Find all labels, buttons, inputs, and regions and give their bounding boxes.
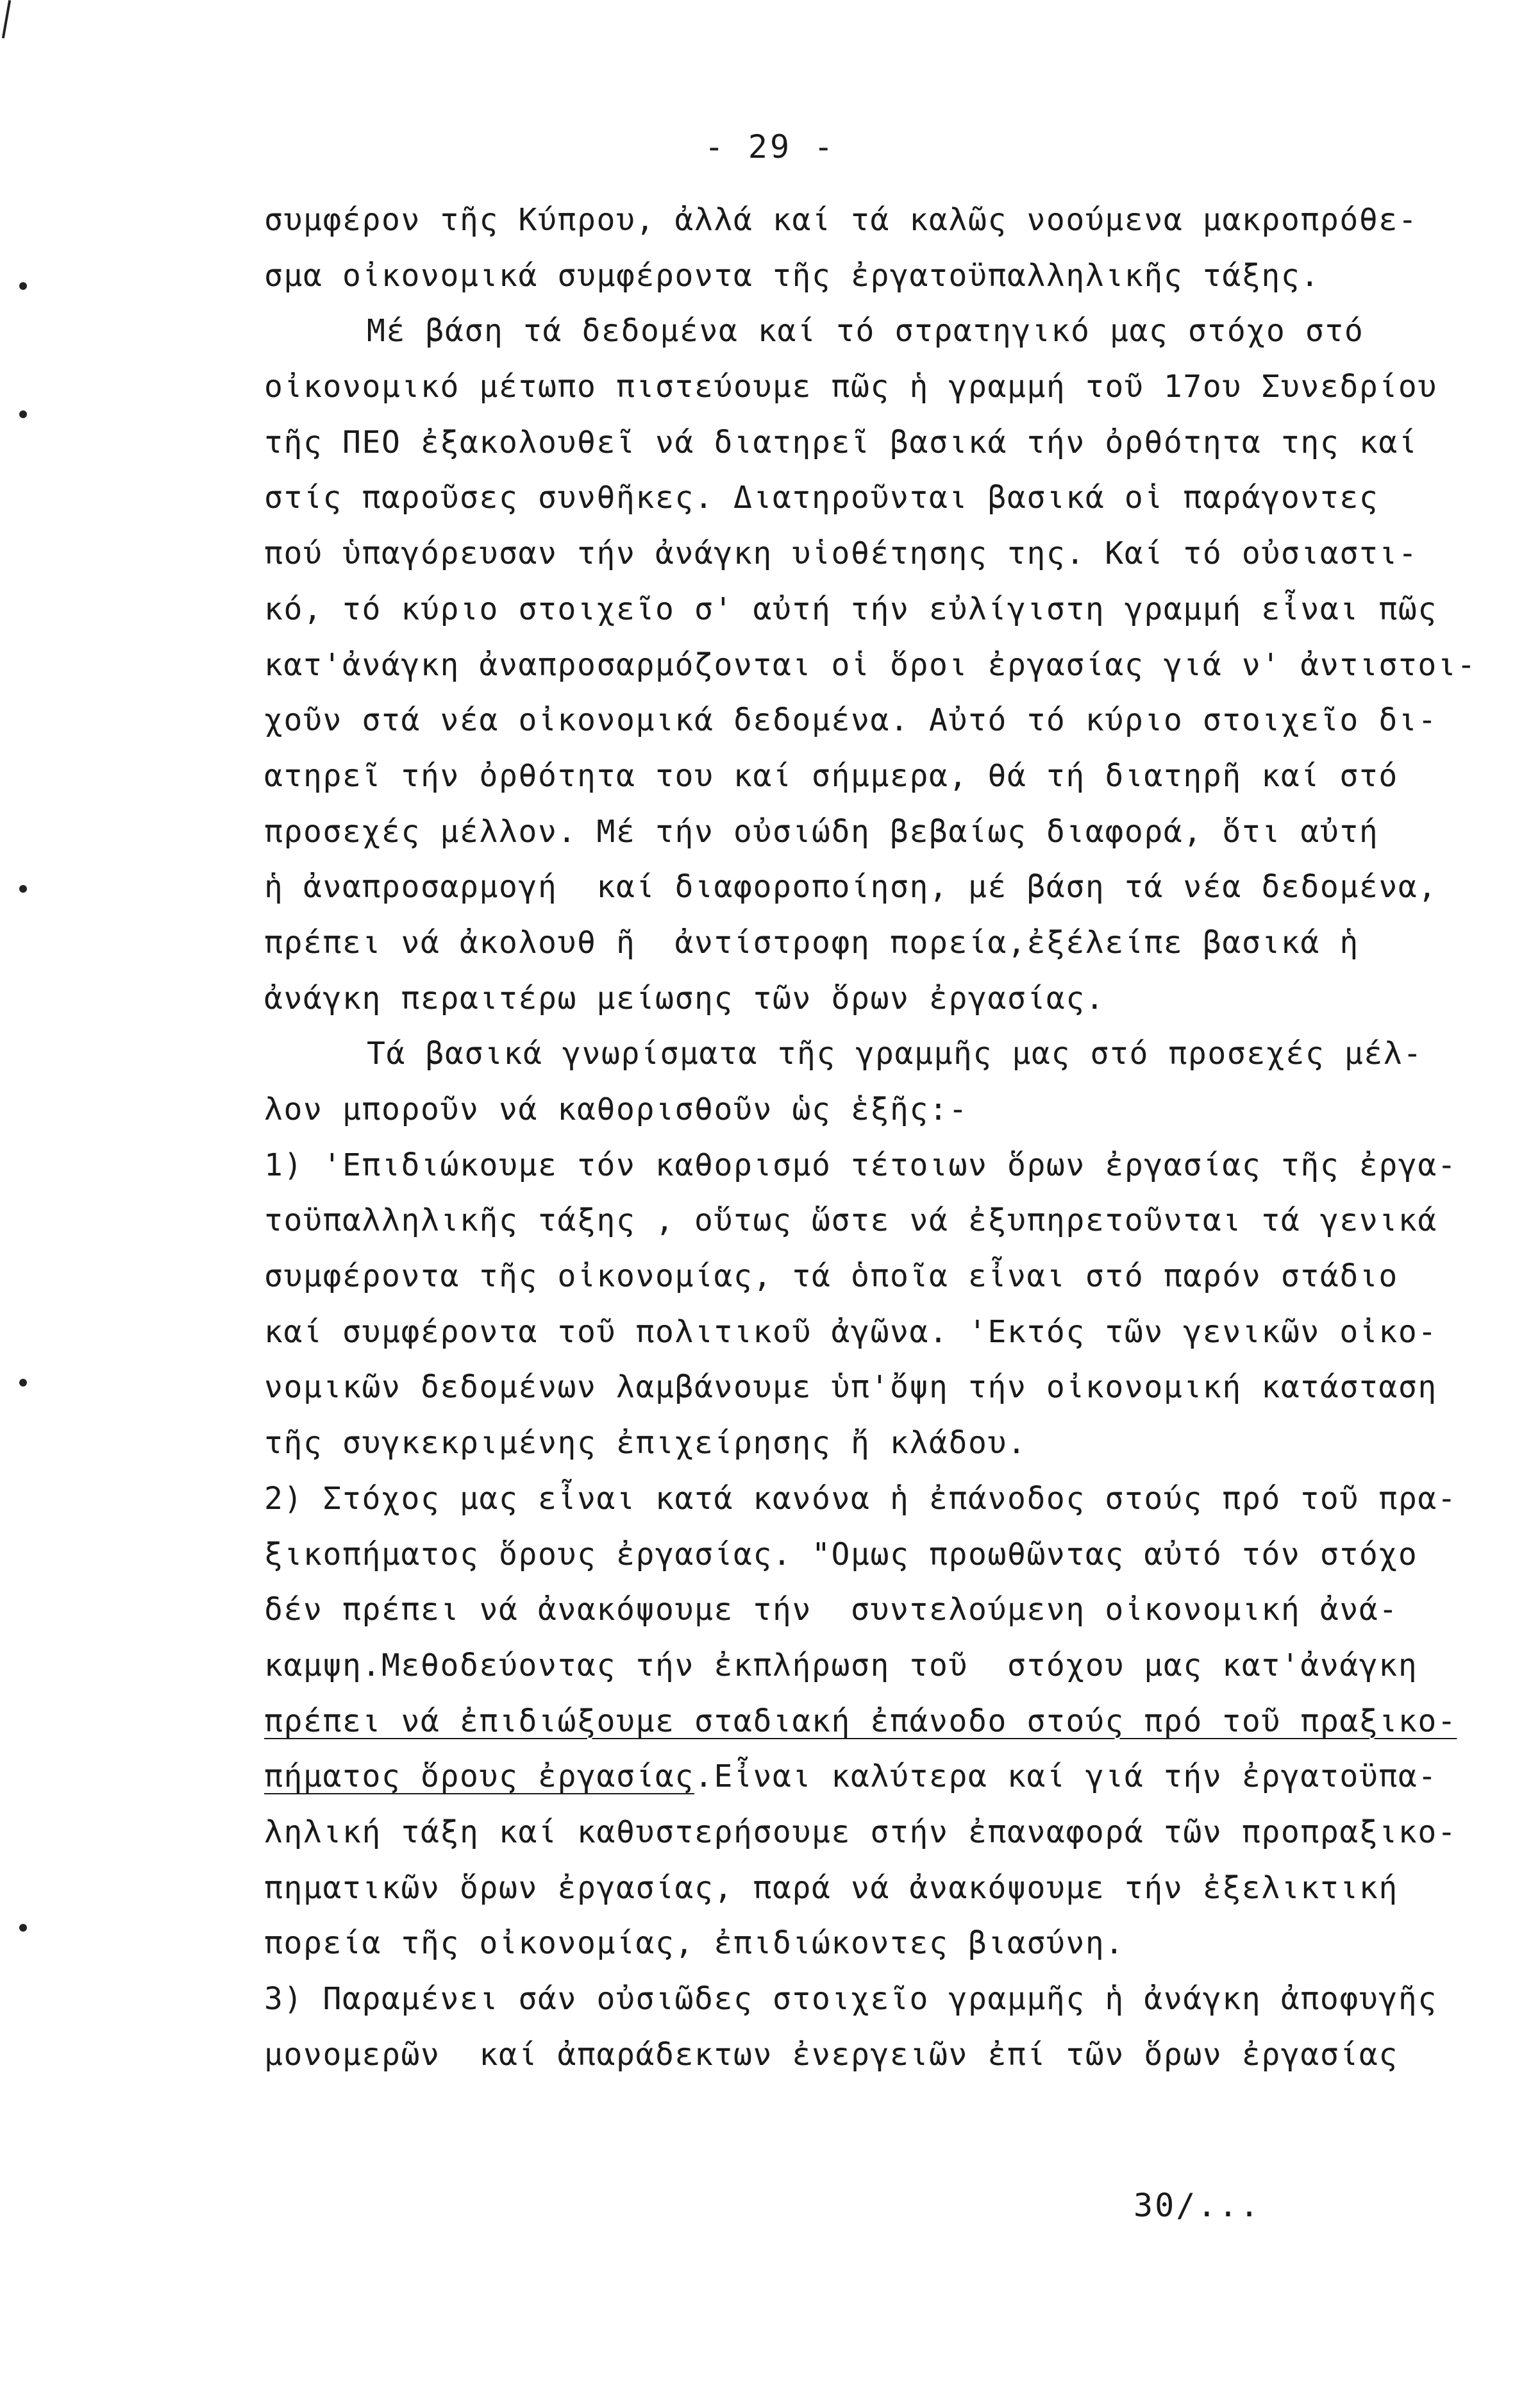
line-text: νομικῶν δεδομένων λαμβάνουμε ὑπ'ὄψη τήν οἰκονομική κατάσταση: [264, 1369, 1437, 1406]
line-text: στίς παροῦσες συνθῆκες. Διατηροῦνται βασικά οἱ παράγοντες: [264, 480, 1379, 516]
text-line: [264, 1527, 1482, 1583]
text-line: [264, 1971, 1482, 2027]
line-text: κό, τό κύριο στοιχεῖο σ' αὐτή τήν εὐλίγιστη γραμμή εἶναι πῶς: [264, 591, 1437, 627]
line-text: καί συμφέροντα τοῦ πολιτικοῦ ἀγῶνα. 'Εκτός τῶν γενικῶν οἰκο-: [264, 1313, 1437, 1350]
text-line: [264, 915, 1482, 971]
line-text: συμφέρον τῆς Κύπρου, ἀλλά καί τά καλῶς νοούμενα μακροπρόθε-: [264, 202, 1418, 238]
text-line: [264, 1193, 1482, 1249]
scan-corner-mark: [2, 0, 11, 38]
line-text: δέν πρέπει νά ἀνακόψουμε τήν συντελούμενη οἰκονομική ἀνά-: [264, 1592, 1398, 1628]
text-line: [264, 804, 1482, 860]
line-text: προσεχές μέλλον. Μέ τήν οὐσιώδη βεβαίως διαφορά, ὅτι αὐτή: [264, 813, 1379, 850]
line-text: χοῦν στά νέα οἰκονομικά δεδομένα. Αὐτό τό κύριο στοιχεῖο δι-: [264, 702, 1437, 739]
document-body: [264, 192, 1482, 2082]
line-text: ἡ ἀναπροσαρμογή καί διαφοροποίηση, μέ βάση τά νέα δεδομένα,: [264, 869, 1437, 906]
line-text: ξικοπήματος ὅρους ἐργασίας. "Ομως προωθῶντας αὐτό τόν στόχο: [264, 1536, 1418, 1572]
text-line: [264, 693, 1482, 748]
line-text: τοϋπαλληλικῆς τάξης , οὕτως ὥστε νά ἐξυπηρετοῦνται τά γενικά: [264, 1202, 1437, 1239]
text-line: [264, 248, 1482, 304]
line-text: τῆς συγκεκριμένης ἐπιχείρησης ἤ κλάδου.: [264, 1425, 1027, 1462]
line-text: .Εἶναι καλύτερα καί γιά τήν ἐργατοϋπα-: [694, 1758, 1437, 1795]
text-line: [264, 1026, 1482, 1082]
line-text: πηματικῶν ὅρων ἐργασίας, παρά νά ἀνακόψουμε τήν ἐξελικτική: [264, 1869, 1398, 1906]
line-text: 2) Στόχος μας εἶναι κατά κανόνα ἡ ἐπάνοδος στούς πρό τοῦ πρα-: [264, 1480, 1457, 1517]
text-line: [264, 1860, 1482, 1916]
text-line: [264, 359, 1482, 415]
line-text: σμα οἰκονομικά συμφέροντα τῆς ἐργατοϋπαλληλικῆς τάξης.: [264, 257, 1320, 294]
text-line: [264, 1138, 1482, 1193]
margin-dot: [19, 1924, 27, 1932]
text-line: [264, 859, 1482, 915]
text-line: [264, 1638, 1482, 1694]
text-line: [264, 1304, 1482, 1360]
line-text: κατ'ἀνάγκη ἀναπροσαρμόζονται οἱ ὅροι ἐργασίας γιά ν' ἀντιστοι-: [264, 646, 1477, 683]
line-text: Μέ βάση τά δεδομένα καί τό στρατηγικό μας στόχο στό: [367, 313, 1364, 350]
text-line: [264, 1694, 1482, 1749]
line-text: καμψη.Μεθοδεύοντας τήν ἐκπλήρωση τοῦ στόχου μας κατ'ἀνάγκη: [264, 1647, 1418, 1683]
margin-dot: [19, 885, 27, 893]
line-text: 3) Παραμένει σάν οὐσιῶδες στοιχεῖο γραμμῆς ἡ ἀνάγκη ἀποφυγῆς: [264, 1981, 1437, 2017]
text-line: [264, 415, 1482, 471]
line-text: συμφέροντα τῆς οἰκονομίας, τά ὁποῖα εἶναι στό παρόν στάδιο: [264, 1258, 1398, 1295]
text-line: [264, 303, 1482, 359]
text-line: [264, 2027, 1482, 2083]
underlined-text: πρέπει νά ἐπιδιώξουμε σταδιακή ἐπάνοδο στούς πρό τοῦ πραξικο-: [264, 1703, 1457, 1739]
text-line: [264, 526, 1482, 582]
line-text: ληλική τάξη καί καθυστερήσουμε στήν ἐπαναφορά τῶν προπραξικο-: [264, 1814, 1457, 1850]
text-line: [264, 1471, 1482, 1527]
text-line: [264, 1916, 1482, 1971]
line-text: οἰκονομικό μέτωπο πιστεύουμε πῶς ἡ γραμμή τοῦ 17ου Συνεδρίου: [264, 369, 1437, 405]
line-text: ατηρεῖ τήν ὀρθότητα του καί σήμμερα, θά τή διατηρῆ καί στό: [264, 757, 1398, 794]
continuation-marker: 30/...: [1134, 2187, 1261, 2224]
page-number: - 29 -: [704, 128, 836, 165]
line-text: τῆς ΠΕΟ ἐξακολουθεῖ νά διατηρεῖ βασικά τήν ὀρθότητα της καί: [264, 424, 1418, 460]
text-line: [264, 192, 1482, 248]
text-line: [264, 1805, 1482, 1860]
line-text: λον μποροῦν νά καθορισθοῦν ὡς ἑξῆς:-: [264, 1091, 968, 1127]
text-line: [264, 582, 1482, 637]
text-line: [264, 637, 1482, 693]
underlined-text: πήματος ὅρους ἐργασίας: [264, 1758, 694, 1795]
line-text: πρέπει νά ἀκολουθ ῆ ἀντίστροφη πορεία,ἐξέλείπε βασικά ἡ: [264, 924, 1359, 961]
text-line: [264, 1249, 1482, 1304]
line-text: μονομερῶν καί ἀπαράδεκτων ἐνεργειῶν ἐπί τῶν ὅρων ἐργασίας: [264, 2036, 1398, 2073]
text-line: [264, 1749, 1482, 1805]
line-text: 1) 'Επιδιώκουμε τόν καθορισμό τέτοιων ὅρων ἐργασίας τῆς ἐργα-: [264, 1147, 1457, 1183]
text-line: [264, 1082, 1482, 1138]
text-line: [264, 1360, 1482, 1415]
text-line: [264, 470, 1482, 526]
line-text: πού ὑπαγόρευσαν τήν ἀνάγκη υἱοθέτησης της. Καί τό οὐσιαστι-: [264, 535, 1418, 572]
text-line: [264, 748, 1482, 804]
text-line: [264, 1415, 1482, 1471]
margin-dot: [19, 1379, 27, 1386]
line-text: πορεία τῆς οἰκονομίας, ἐπιδιώκοντες βιασύνη.: [264, 1925, 1125, 1962]
line-text: ἀνάγκη περαιτέρω μείωσης τῶν ὅρων ἐργασίας.: [264, 980, 1105, 1016]
margin-dot: [19, 410, 27, 418]
text-line: [264, 971, 1482, 1027]
margin-dot: [19, 282, 27, 290]
text-line: [264, 1582, 1482, 1638]
line-text: Τά βασικά γνωρίσματα τῆς γραμμῆς μας στό προσεχές μέλ-: [367, 1036, 1423, 1072]
